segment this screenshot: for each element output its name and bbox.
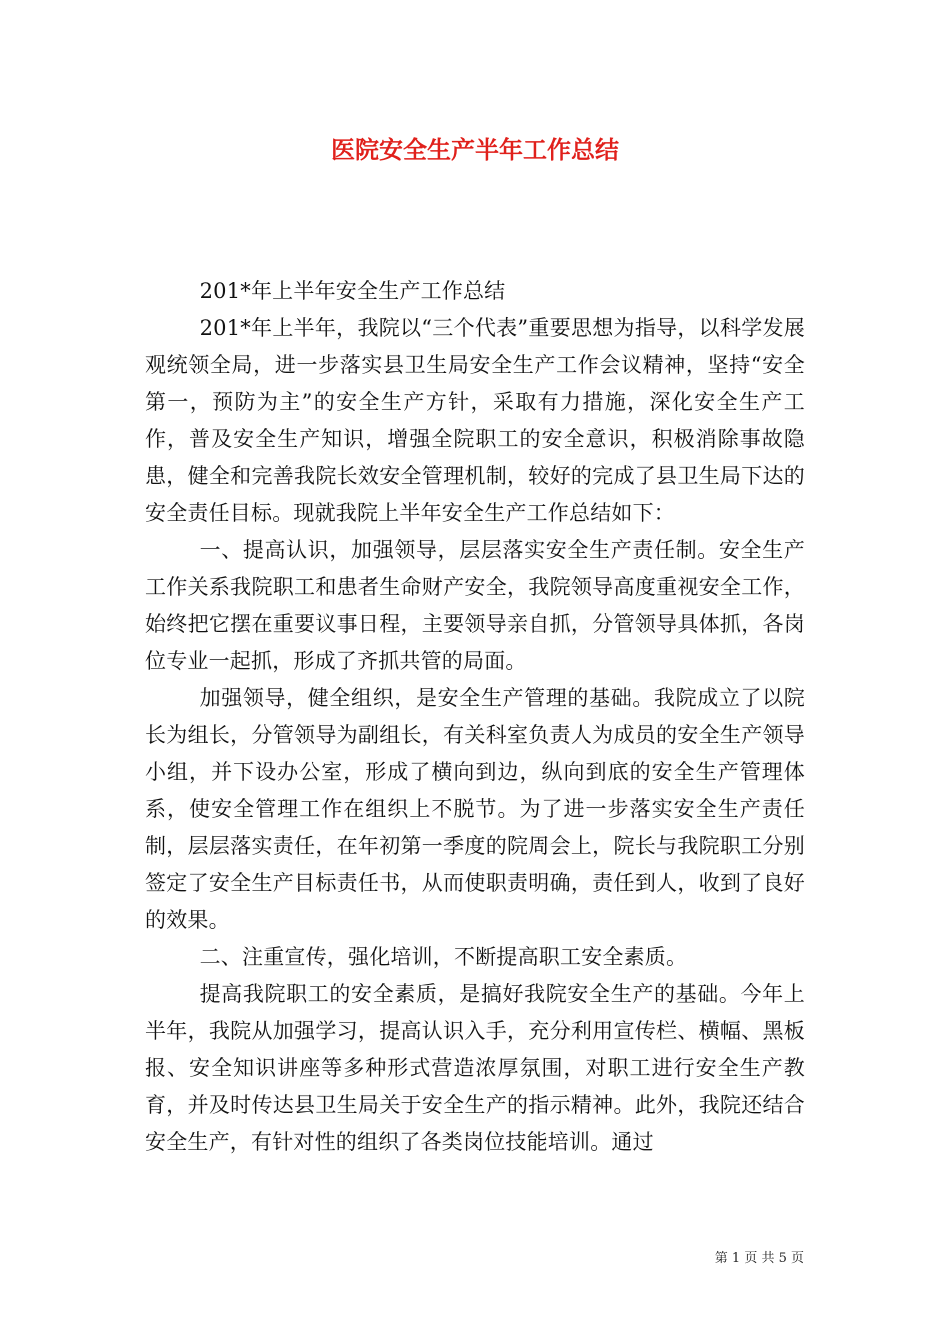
paragraph-intro: 201*年上半年，我院以“三个代表”重要思想为指导，以科学发展观统领全局，进一步落实县卫生局安全生产工作会议精神，坚持“安全第一，预防为主”的安全生产方针，采取有力措施，深化安全生产工作，普及安全生产知识，增强全院职工的安全意识，积极消除事故隐患，健全和完善我院长效安全管理机制，较好的完成了县卫生局下达的安全责任目标。现就我院上半年安全生产工作总结如下： (145, 316, 805, 525)
paragraph-subtitle: 201*年上半年安全生产工作总结 (199, 279, 506, 303)
document-body (145, 273, 805, 1161)
paragraph-training: 提高我院职工的安全素质，是搞好我院安全生产的基础。今年上半年，我院从加强学习，提高认识入手，充分利用宣传栏、横幅、黑板报、安全知识讲座等多种形式营造浓厚氛围，对职工进行安全生产教育，并及时传达县卫生局关于安全生产的指示精神。此外，我院还结合安全生产，有针对性的组织了各类岗位技能培训。通过 (145, 982, 805, 1154)
page-number: 第 1 页 共 5 页 (714, 1251, 804, 1266)
paragraph-section-2: 二、注重宣传，强化培训，不断提高职工安全素质。 (199, 945, 688, 969)
document-title: 医院安全生产半年工作总结 (331, 135, 619, 164)
paragraph-leadership: 加强领导，健全组织，是安全生产管理的基础。我院成立了以院长为组长，分管领导为副组长，有关科室负责人为成员的安全生产领导小组，并下设办公室，形成了横向到边，纵向到底的安全生产管理体系，使安全管理工作在组织上不脱节。为了进一步落实安全生产责任制，层层落实责任，在年初第一季度的院周会上，院长与我院职工分别签定了安全生产目标责任书，从而使职责明确，责任到人，收到了良好的效果。 (145, 686, 805, 932)
paragraph-section-1: 一、提高认识，加强领导，层层落实安全生产责任制。安全生产工作关系我院职工和患者生命财产安全，我院领导高度重视安全工作，始终把它摆在重要议事日程，主要领导亲自抓，分管领导具体抓，各岗位专业一起抓，形成了齐抓共管的局面。 (145, 538, 805, 673)
